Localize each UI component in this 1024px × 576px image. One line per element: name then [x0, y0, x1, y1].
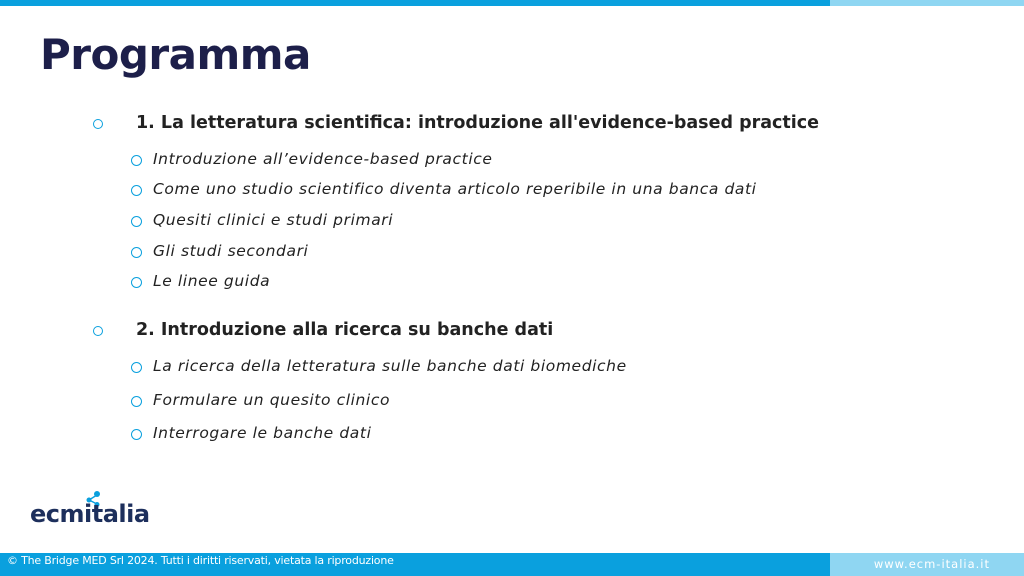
list-item-text: Come uno studio scientifico diventa articolo reperibile in una banca dati: [153, 180, 757, 198]
circle-bullet-icon: [93, 326, 103, 336]
ecmitalia-logo: [30, 490, 170, 530]
logo-text: ecmitalia: [30, 500, 150, 528]
list-item-text: Interrogare le banche dati: [153, 424, 372, 442]
footer-bar: [0, 553, 830, 576]
list-item-text: Introduzione all’evidence-based practice: [153, 150, 493, 168]
circle-bullet-icon: [131, 155, 142, 166]
list-item-text: Quesiti clinici e studi primari: [153, 211, 394, 229]
circle-bullet-icon: [131, 396, 142, 407]
copyright-text: © The Bridge MED Srl 2024. Tutti i diritti riservati, vietata la riproduzione: [7, 554, 394, 567]
circle-bullet-icon: [131, 277, 142, 288]
circle-bullet-icon: [131, 247, 142, 258]
top-accent-bar-primary: [0, 0, 830, 6]
circle-bullet-icon: [131, 216, 142, 227]
circle-bullet-icon: [131, 185, 142, 196]
circle-bullet-icon: [131, 362, 142, 373]
section-heading: 2. Introduzione alla ricerca su banche dati: [136, 320, 554, 340]
list-item-text: Le linee guida: [153, 272, 271, 290]
top-accent-bar-secondary: [830, 0, 1024, 6]
list-item-text: Formulare un quesito clinico: [153, 391, 391, 409]
section-heading: 1. La letteratura scientifica: introduzione all'evidence-based practice: [136, 113, 820, 133]
list-item-text: La ricerca della letteratura sulle banche dati biomediche: [153, 357, 627, 375]
top-accent-bar: [0, 0, 1024, 6]
slide-title: Programma: [40, 30, 311, 79]
website-text: www.ecm-italia.it: [873, 557, 990, 571]
list-item-text: Gli studi secondari: [153, 242, 309, 260]
footer-website-bar: [830, 553, 1024, 576]
circle-bullet-icon: [131, 429, 142, 440]
circle-bullet-icon: [93, 119, 103, 129]
